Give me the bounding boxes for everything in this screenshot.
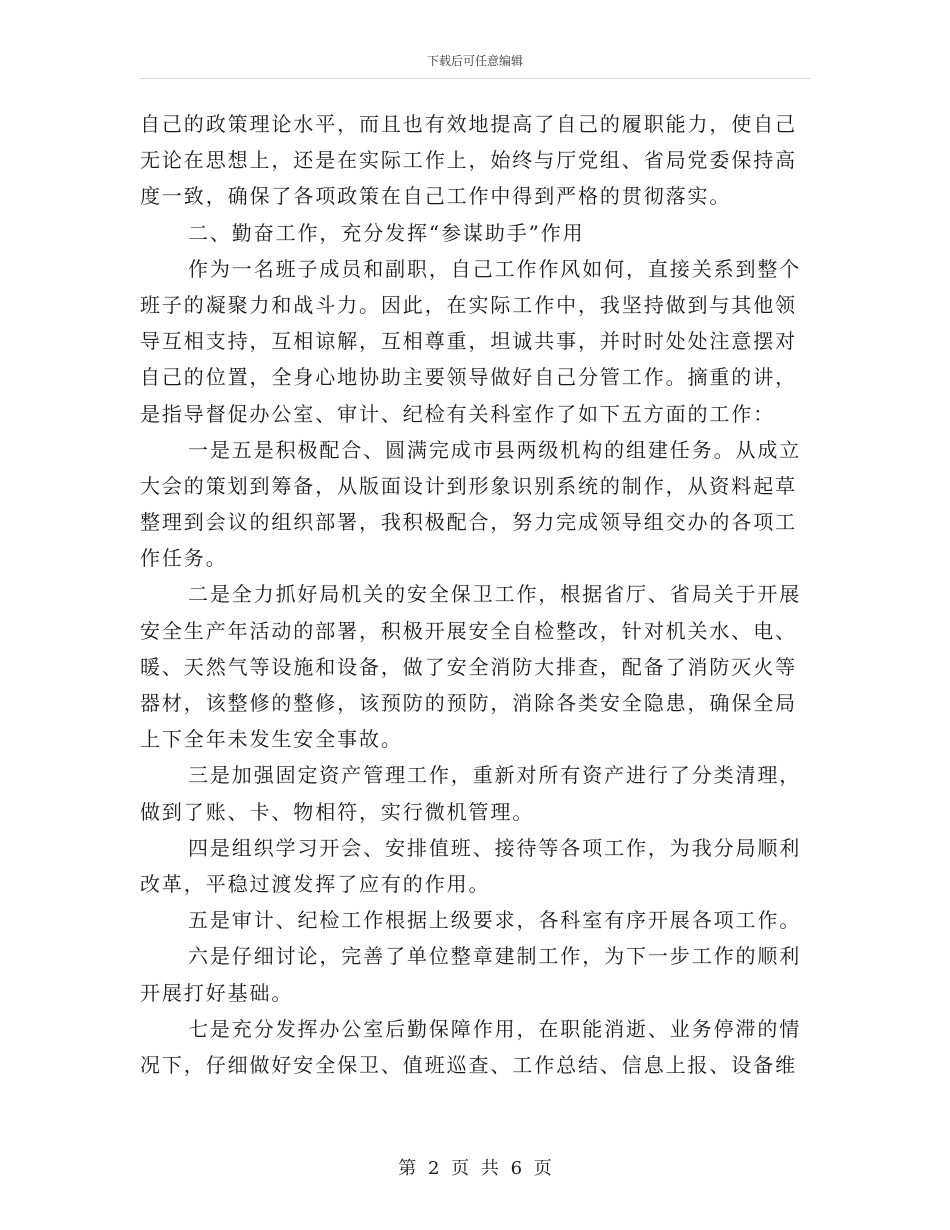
body-line: 作任务。 [140, 546, 228, 571]
body-line: 四是组织学习开会、安排值班、接待等各项工作，为我分局顺利 [188, 835, 802, 860]
body-line: 作为一名班子成员和副职，自己工作作风如何，直接关系到整个 [188, 256, 802, 281]
body-line: 七是充分发挥办公室后勤保障作用，在职能消逝、业务停滞的情 [188, 1016, 802, 1041]
body-line: 暖、天然气等设施和设备，做了安全消防大排查，配备了消防灭火等 [140, 654, 797, 679]
body-line: 自己的位置，全身心地协助主要领导做好自己分管工作。摘重的讲， [140, 365, 797, 390]
body-line: 五是审计、纪检工作根据上级要求，各科室有序开展各项工作。 [188, 908, 802, 933]
body-line: 无论在思想上，还是在实际工作上，始终与厅党组、省局党委保持高 [140, 148, 797, 173]
body-line: 开展打好基础。 [140, 980, 294, 1005]
body-line: 做到了账、卡、物相符，实行微机管理。 [140, 799, 535, 824]
body-line: 自己的政策理论水平，而且也有效地提高了自己的履职能力，使自己 [140, 112, 797, 136]
body-line: 三是加强固定资产管理工作，重新对所有资产进行了分类清理， [188, 763, 802, 788]
body-line: 大会的策划到筹备，从版面设计到形象识别系统的制作，从资料起草 [140, 473, 797, 498]
body-line: 器材，该整修的整修，该预防的预防，消除各类安全隐患，确保全局 [140, 691, 797, 715]
body-line: 六是仔细讨论，完善了单位整章建制工作，为下一步工作的顺利 [188, 944, 802, 969]
page-header: 下载后可任意编辑 [426, 54, 523, 68]
body-line: 班子的凝聚力和战斗力。因此，在实际工作中，我坚持做到与其他领 [140, 292, 797, 317]
section-heading: 二、勤奋工作，充分发挥“参谋助手”作用 [188, 220, 585, 245]
document-body [140, 106, 812, 1083]
body-line: 是指导督促办公室、审计、纪检有关科室作了如下五方面的工作： [140, 401, 776, 426]
body-line: 况下，仔细做好安全保卫、值班巡查、工作总结、信息上报、设备维 [140, 1052, 797, 1077]
body-line: 上下全年未发生安全事故。 [140, 727, 403, 752]
header-divider [140, 78, 810, 79]
page-number: 第 2 页 共 6 页 [398, 1158, 552, 1179]
body-line: 改革，平稳过渡发挥了应有的作用。 [140, 871, 491, 896]
body-line: 度一致，确保了各项政策在自己工作中得到严格的贯彻落实。 [140, 184, 732, 209]
body-line: 一是五是积极配合、圆满完成市县两级机构的组建任务。从成立 [188, 437, 802, 462]
body-line: 二是全力抓好局机关的安全保卫工作，根据省厅、省局关于开展 [188, 582, 802, 607]
body-line: 导互相支持，互相谅解，互相尊重，坦诚共事，并时时处处注意摆对 [140, 329, 797, 354]
body-line: 安全生产年活动的部署，积极开展安全自检整改，针对机关水、电、 [140, 618, 797, 643]
body-line: 整理到会议的组织部署，我积极配合，努力完成领导组交办的各项工 [140, 510, 797, 535]
